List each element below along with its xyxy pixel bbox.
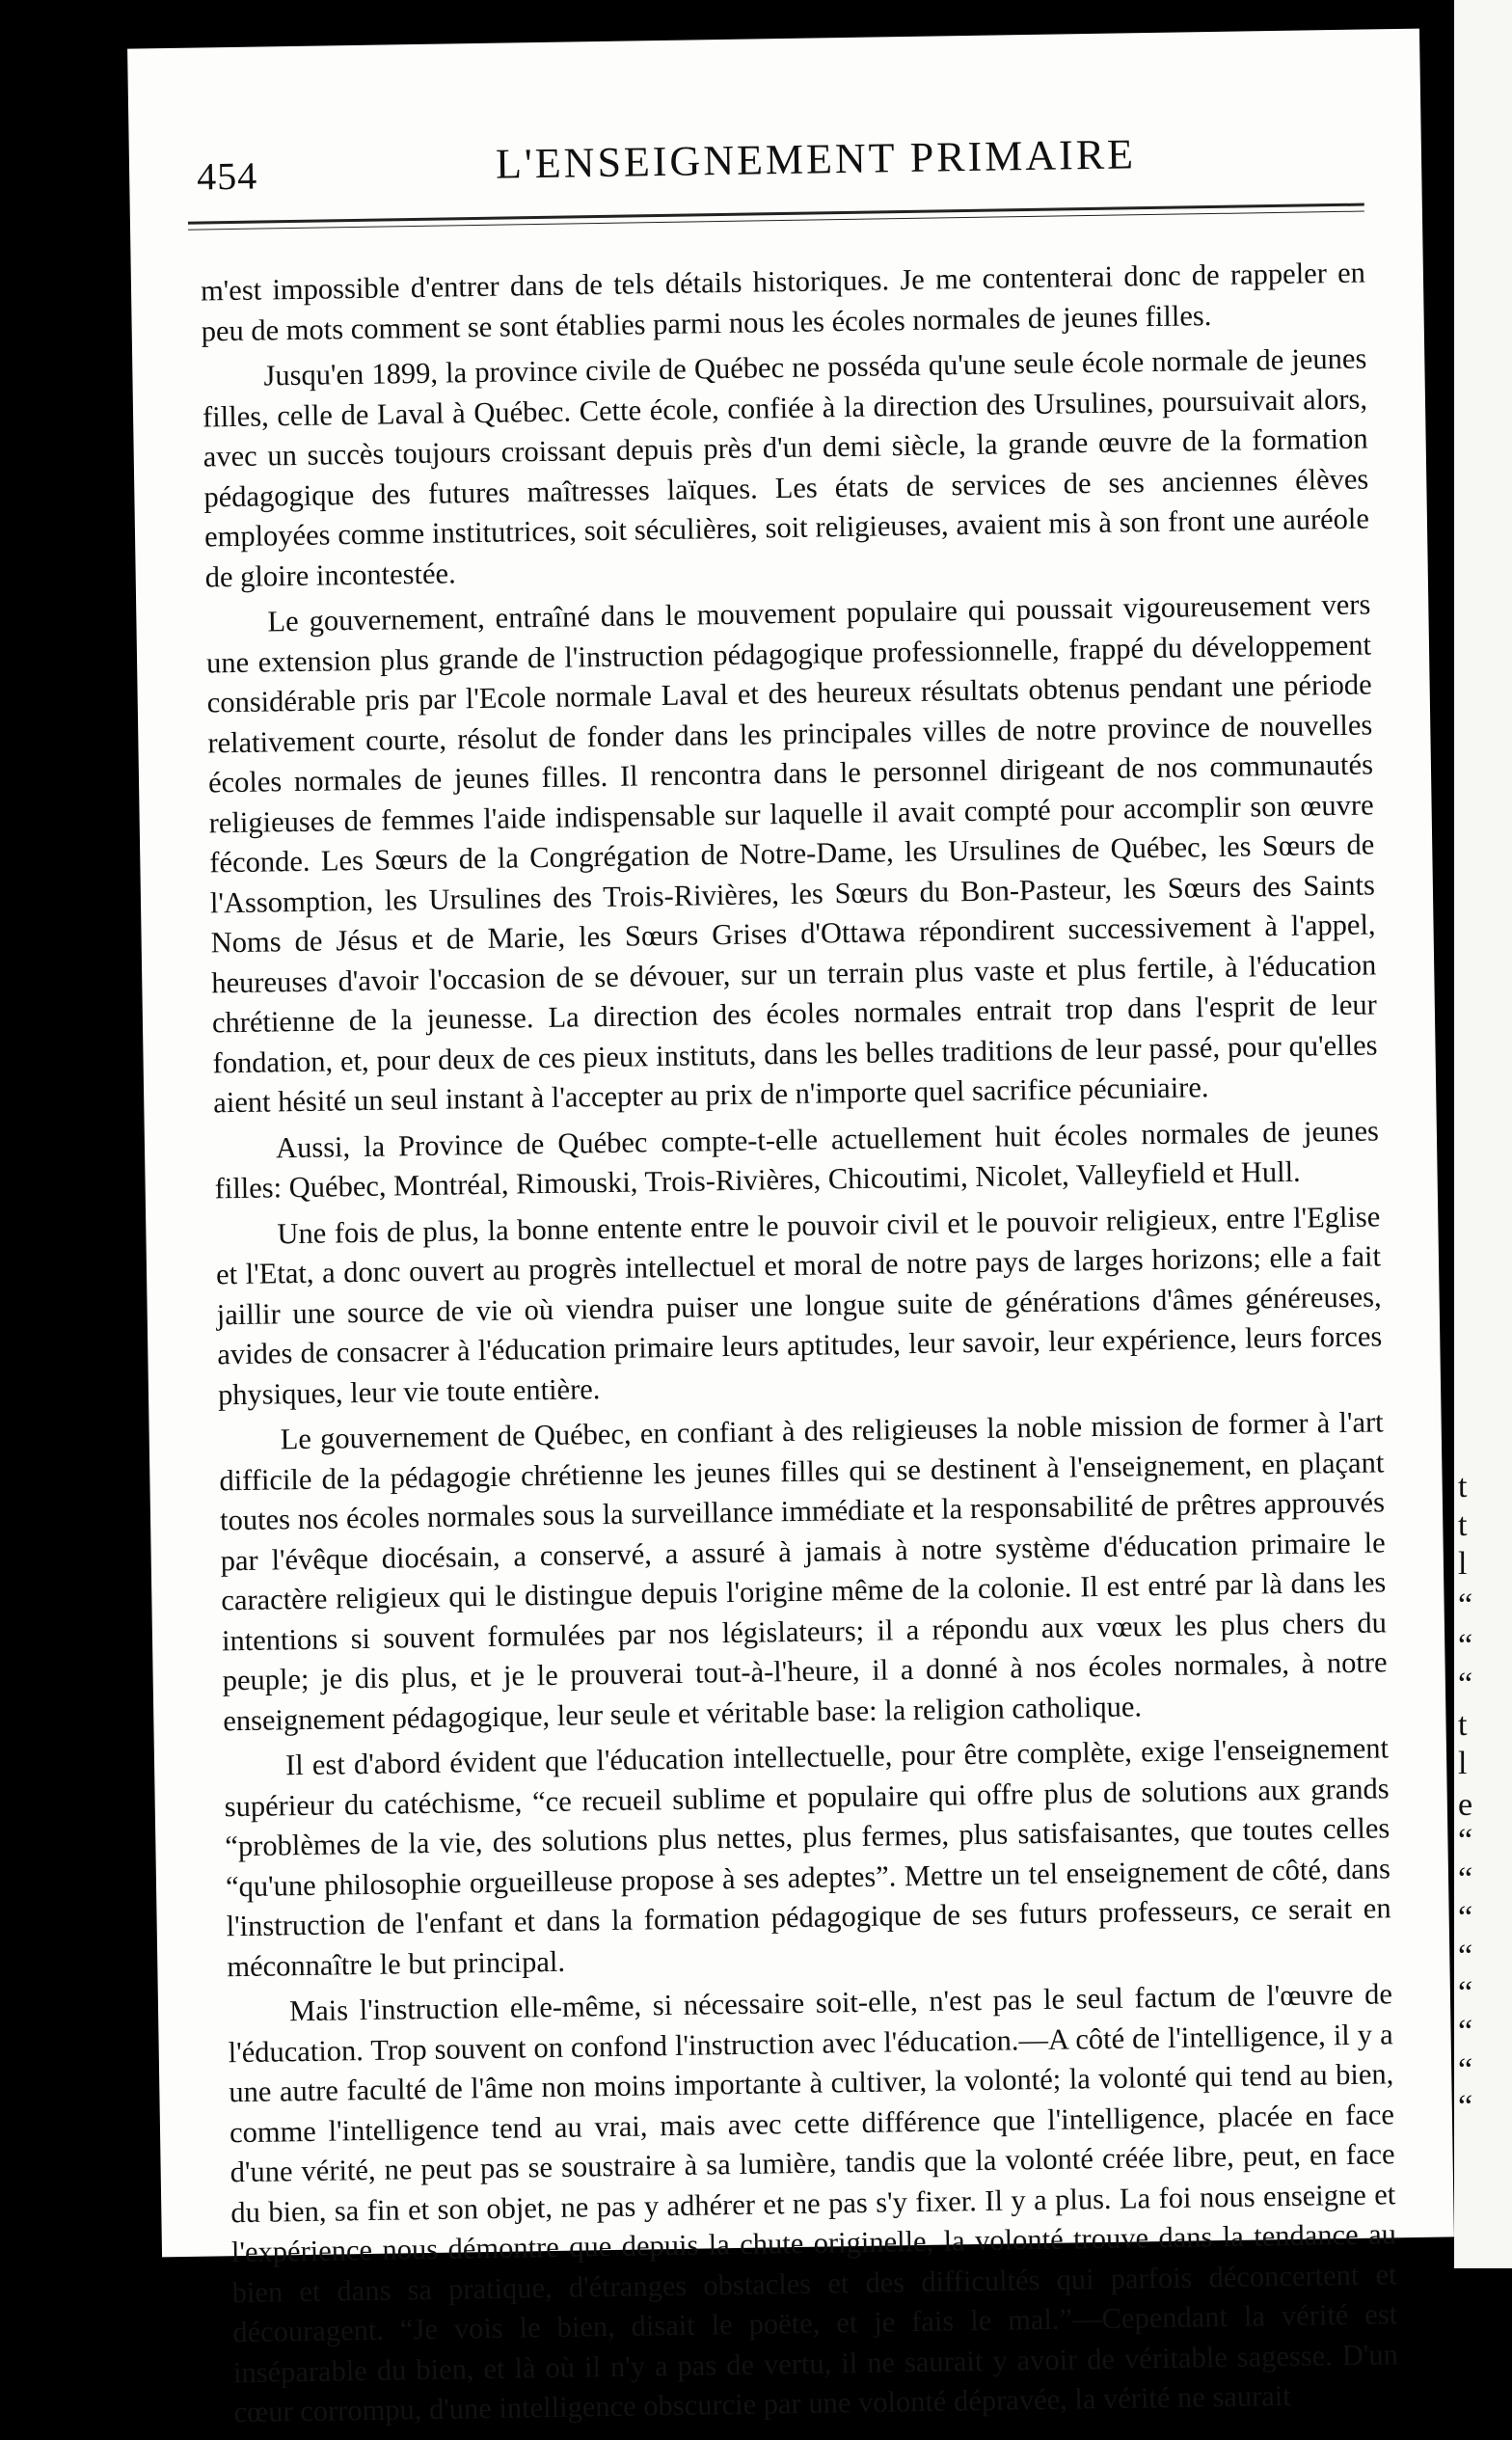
page-number: 454 <box>196 153 258 199</box>
paragraph: Le gouvernement de Québec, en confiant à des religieuses la noble mission de former à l'art difficile de la pédagogie chrétienne les jeunes filles qui se destinent à l'enseignement, en plaçant toutes nos écoles normales sous la surveillance immédiate et la responsabilité de prêtres approuvés par l'évêque diocésain, a conservé, a assuré à jamais à notre système d'éducation primaire le caractère religieux qui le distingue depuis l'origine même de la colonie. Il est entré par là dans les intentions si souvent formulées par nos législateurs; il a répondu aux vœux les plus chers du peuple; je dis plus, et je le prouverai tout-à-l'heure, il a donné à nos écoles normales, à notre enseignement pédagogique, leur seule et véritable base: la religion catholique. <box>219 1405 1388 1737</box>
facing-page-fragment: “ <box>1458 1823 1473 1858</box>
facing-page-fragment: “ <box>1458 1861 1473 1897</box>
facing-page-edge <box>1454 0 1512 2268</box>
paragraph: Mais l'instruction elle-même, si nécessaire soit-elle, n'est pas le seul factum de l'œuvre de l'éducation. Trop souvent on confond l'instruction avec l'éducation.—A côté de l'intelligence, il y a une autre faculté de l'âme non moins importante à cultiver, la volonté; la volonté qui tend au bien, comme l'intelligence tend au vrai, mais avec cette différence que l'intelligence, placée en face d'une vérité, ne peut pas se soustraire à sa lumière, tandis que la volonté créée libre, peut, en face du bien, sa fin et son objet, ne pas y adhérer et ne pas s'y fixer. Il y a plus. La foi nous enseigne et l'expérience nous démontre que depuis la chute originelle, la volonté trouve dans la tendance au bien et dans sa pratique, d'étranges obstacles et des difficultés qui parfois déconcertent et découragent. “Je vois le bien, disait le poëte, et je fais le mal.”—Cependant la vérité est inséparable du bien, et là où il n'y a pas de vertu, il ne saurait y avoir de véritable sagesse. D'un cœur corrompu, d'une intelligence obscurcie par une volonté dépravée, la vérité ne saurait <box>228 1977 1399 2429</box>
paragraph: Il est d'abord évident que l'éducation intellectuelle, pour être complète, exige l'enseignement supérieur du catéchisme, “ce recueil sublime et populaire qui offre plus de solutions aux grands “problèmes de la vie, des solutions plus nettes, plus fermes, plus satisfaisantes, que toutes celles “qu'une philosophie orgueilleuse propose à ses adeptes”. Mettre un tel enseignement de côté, dans l'instruction de l'enfant et dans la formation pédagogique de ses futurs professeurs, ce serait en méconnaître le but principal. <box>224 1731 1391 1983</box>
facing-page-fragment: “ <box>1458 2014 1473 2049</box>
facing-page-fragment: “ <box>1458 1667 1473 1702</box>
facing-page-fragment: l <box>1458 1546 1468 1582</box>
facing-page-fragment: t <box>1458 1507 1468 1543</box>
scan-mark <box>125 2122 129 2139</box>
body-text <box>201 254 1399 2439</box>
facing-page-fragment: e <box>1458 1787 1473 1823</box>
facing-page-fragment: “ <box>1458 1938 1473 1974</box>
facing-page-fragment: “ <box>1458 1900 1473 1936</box>
facing-page-fragment: l <box>1458 1746 1468 1781</box>
book-page <box>127 29 1454 2429</box>
facing-page-fragment: “ <box>1458 1975 1473 2011</box>
facing-page-fragment: “ <box>1458 2052 1473 2088</box>
paragraph: m'est impossible d'entrer dans de tels détails historiques. Je me contenterai donc de rappeler en peu de mots comment se sont établies parmi nous les écoles normales de jeunes filles. <box>200 256 1366 347</box>
facing-page-fragment: “ <box>1458 1587 1473 1623</box>
facing-page-fragment: “ <box>1458 2089 1473 2125</box>
paragraph: Jusqu'en 1899, la province civile de Québec ne posséda qu'une seule école normale de jeunes filles, celle de Laval à Québec. Cette école, confiée à la direction des Ursulines, poursuivait alors, avec un succès toujours croissant depuis près d'un demi siècle, la grande œuvre de la formation pédagogique des futures maîtresses laïques. Les états de services de ses anciennes élèves employées comme institutrices, soit séculières, soit religieuses, avaient mis à son front une auréole de gloire incontestée. <box>202 341 1370 593</box>
running-title: L'ENSEIGNEMENT PRIMAIRE <box>495 130 1137 188</box>
paragraph: Une fois de plus, la bonne entente entre le pouvoir civil et le pouvoir religieux, entre l'Eglise et l'Etat, a donc ouvert au progrès intellectuel et moral de notre pays de larges horizons; elle a fait jaillir une source de vie où viendra puiser une longue suite de générations d'âmes généreuses, avides de consacrer à l'éducation primaire leurs aptitudes, leur savoir, leur expérience, leurs forces physiques, leur vie toute entière. <box>215 1199 1383 1411</box>
facing-page-fragment: “ <box>1458 1628 1473 1664</box>
paragraph: Le gouvernement, entraîné dans le mouvement populaire qui poussait vigoureusement vers une extension plus grande de l'instruction pédagogique professionnelle, frappé du développement considérable pris par l'Ecole normale Laval et des heureux résultats obtenus pendant une période relativement courte, résolut de fonder dans les principales villes de notre province de nouvelles écoles normales de jeunes filles. Il rencontra dans le personnel dirigeant de nos communautés religieuses de femmes l'aide indispensable sur laquelle il avait compté pour accomplir son œuvre féconde. Les Sœurs de la Congrégation de Notre-Dame, les Ursulines de Québec, les Sœurs de l'Assomption, les Ursulines des Trois-Rivières, les Sœurs du Bon-Pasteur, les Sœurs des Saints Noms de Jésus et de Marie, les Sœurs Grises d'Ottawa répondirent successivement à l'appel, heureuses d'avoir l'occasion de se dévouer, sur un terrain plus vaste et plus fertile, à l'éducation chrétienne de la jeunesse. La direction des écoles normales entrait trop dans l'esprit de leur fondation, et, pour deux de ces pieux instituts, dans les belles traditions de leur passé, pour qu'elles aient hésité un seul instant à l'accepter au prix de n'importe quel sacrifice pécuniaire. <box>205 587 1378 1120</box>
facing-page-fragment: t <box>1458 1707 1468 1743</box>
paragraph: Aussi, la Province de Québec compte-t-elle actuellement huit écoles normales de jeunes filles: Québec, Montréal, Rimouski, Trois-Rivières, Chicoutimi, Nicolet, Valleyfield et Hull. <box>214 1113 1380 1206</box>
page-header <box>197 126 1355 203</box>
facing-page-fragment: t <box>1458 1469 1468 1505</box>
